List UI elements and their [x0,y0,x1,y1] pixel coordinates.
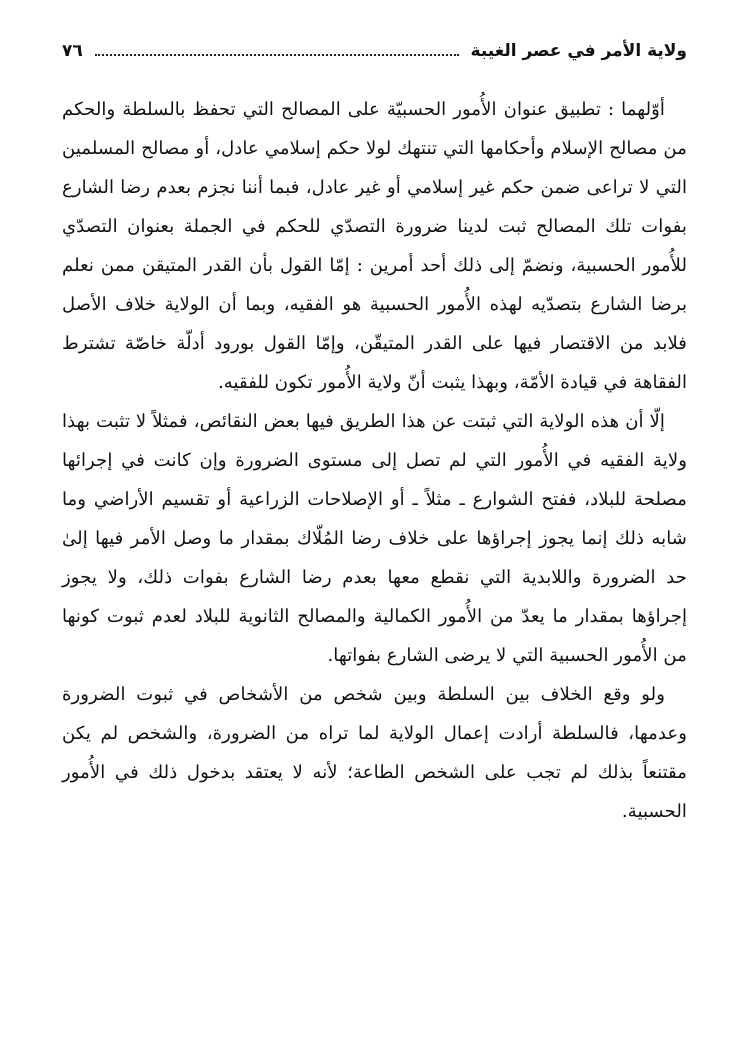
running-title: ولاية الأمر في عصر الغيبة [470,41,687,61]
paragraph-2: إلّا أن هذه الولاية التي ثبتت عن هذا الطريق فيها بعض النقائص، فمثلاً لا تثبت بهذا ولاية الفقيه في الأُمور التي لم تصل إلى مستوى الضرورة وإن كانت في إجرائها مصلحة للبلاد، ففتح الشوارع ـ مثلاً ـ أو الإصلاحات الزراعية أو تقسيم الأراضي وما شابه ذلك إنما يجوز إجراؤها على خلاف رضا المُلّاك بمقدار ما وصل الأمر فيها إلىٰ حد الضرورة واللابدية التي نقطع معها بعدم رضا الشارع بفوات ذلك، ولا يجوز إجراؤها بمقدار ما يعدّ من الأُمور الكمالية والمصالح الثانوية للبلاد لعدم ثبوت كونها من الأُمور الحسبية التي لا يرضى الشارع بفواتها. [62,411,687,666]
paragraph-3: ولو وقع الخلاف بين السلطة وبين شخص من الأشخاص في ثبوت الضرورة وعدمها، فالسلطة أرادت إعمال الولاية لما تراه من الضرورة، والشخص لم يكن مقتنعاً بذلك لم تجب على الشخص الطاعة؛ لأنه لا يعتقد بدخول ذلك في الأُمور الحسبية. [62,684,687,822]
body-text [62,90,687,831]
header-dot-leader [95,54,459,56]
paragraph-1: أوّلهما : تطبيق عنوان الأُمور الحسبيّة على المصالح التي تحفظ بالسلطة والحكم من مصالح الإسلام وأحكامها التي تنتهك لولا حكم إسلامي عادل، أو مصالح المسلمين التي لا تراعى ضمن حكم غير إسلامي أو غير عادل، فبما أننا نجزم بعدم رضا الشارع بفوات تلك المصالح ثبت لدينا ضرورة التصدّي للحكم في الجملة بعنوان التصدّي للأُمور الحسبية، ونضمّ إلى ذلك أحد أمرين : إمّا القول بأن القدر المتيقن ممن نعلم برضا الشارع بتصدّيه لهذه الأُمور الحسبية هو الفقيه، وبما أن الولاية خلاف الأصل فلابد من الاقتصار فيها على القدر المتيقّن، وإمّا القول بورود أدلّة خاصّة تشترط الفقاهة في قيادة الأمّة، وبهذا يثبت أنّ ولاية الأُمور تكون للفقيه. [62,99,687,393]
page-header [62,34,687,68]
page-number: ٧٦ [62,41,83,61]
